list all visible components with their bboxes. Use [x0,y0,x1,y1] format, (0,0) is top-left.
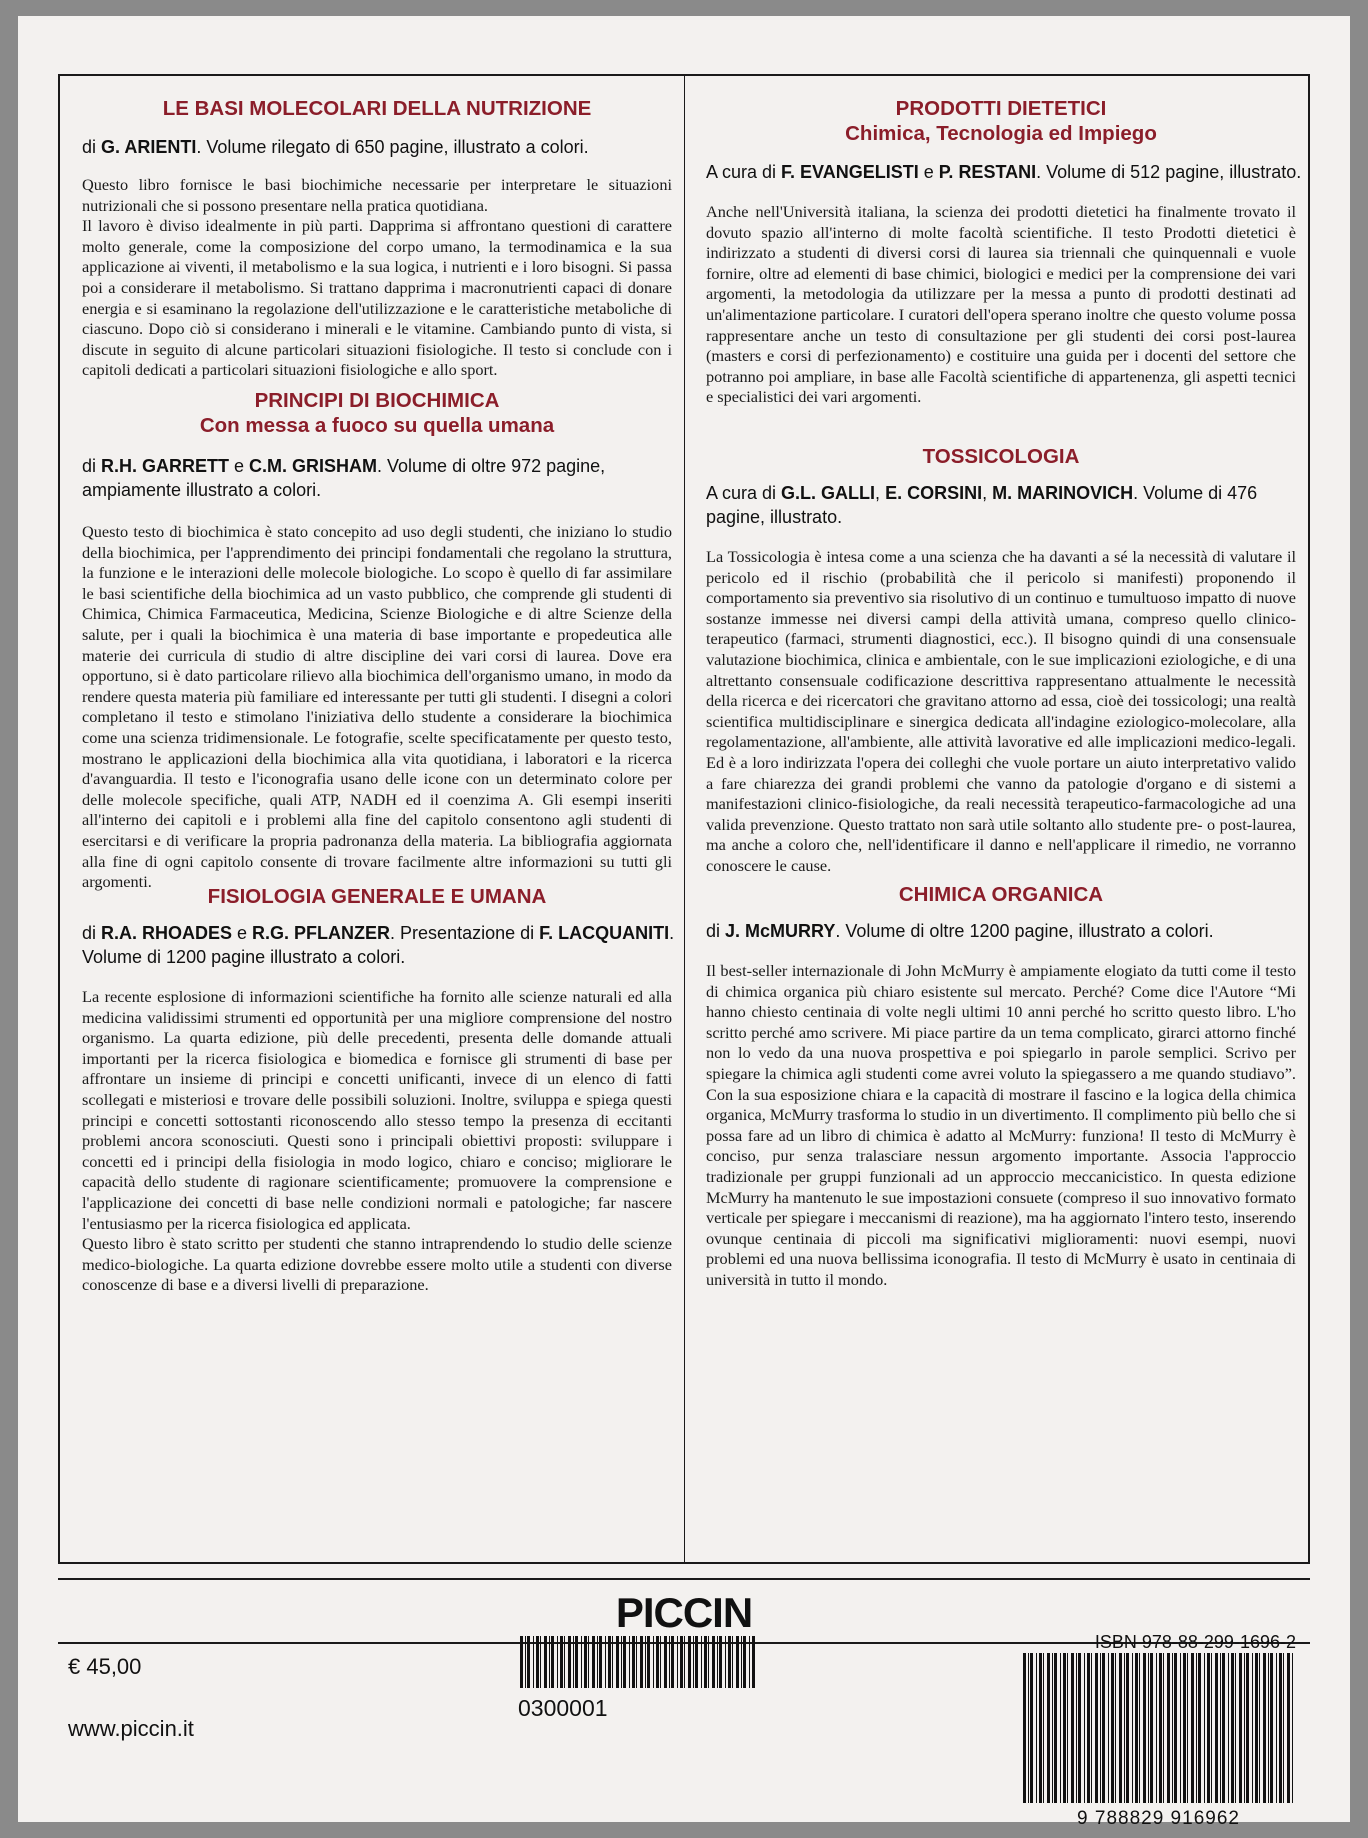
barcode-bar [1276,1653,1277,1803]
author-name: R.A. RHOADES [101,923,233,943]
barcode-bar [588,1636,589,1688]
book-authors: A cura di F. EVANGELISTI e P. RESTANI. Volume di 512 pagine, illustrato. [706,162,1302,182]
barcode-bar [1215,1653,1218,1803]
barcode-bar [629,1636,630,1688]
author-name: R.H. GARRETT [101,456,230,476]
barcode-bar [1180,1653,1181,1803]
barcode-bar [1156,1653,1157,1803]
book-authors: di G. ARIENTI. Volume rilegato di 650 pagine, illustrato a colori. [82,137,589,157]
barcode-bar [632,1636,635,1688]
author-name: M. MARINOVICH [992,483,1134,503]
barcode-bar [1220,1653,1221,1803]
book-description: Anche nell'Università italiana, la scienza dei prodotti dietetici ha finalmente trovato il dovuto spazio all'interno di molte facoltà scientifiche. Il testo Prodotti dietetici è indirizzato a studenti di diversi corsi di laurea sia triennali che quinquennali e vuole fornire, oltre ad elementi di base chimici, biologici e medici per la comprensione dei vari argomenti, la metodologia da utilizzare per la messa a punto di prodotti destinati ad un'alimentazione particolare. I curatori dell'opera sperano inoltre che questo volume possa rappresentare anche un testo di consultazione per gli studenti dei corsi post-laurea (masters e corsi di perfezionamento) e costituire una guida per i docenti del settore che potranno poi ampliare, in base alle Facoltà scientifiche di appartenenza, gli aspetti tecnici e specialistici dei vari argomenti. [706,202,1296,407]
barcode-bar [701,1636,702,1688]
barcode-bar [1150,1653,1153,1803]
barcode-bar [592,1636,595,1688]
barcode-bar [1023,1653,1026,1803]
barcode-bar [741,1636,742,1688]
barcode-bar [1283,1653,1284,1803]
barcode-bar [669,1636,670,1688]
barcode-bar [693,1636,694,1688]
barcode-bar [1119,1653,1122,1803]
barcode-bar [680,1636,683,1688]
barcode-bar [1167,1653,1170,1803]
book-authors: A cura di G.L. GALLI, E. CORSINI, M. MARINOVICH. Volume di 476 pagine, illustrato. [706,483,1258,527]
barcode-bar [1207,1653,1210,1803]
barcode-bar [647,1636,650,1688]
barcode-bar [1078,1653,1081,1803]
barcode-bar [1028,1653,1029,1803]
barcode-bar [1060,1653,1061,1803]
book-description: Questo libro fornisce le basi biochimiche necessarie per interpretare le situazioni nutrizionali che si possono presentare nella pratica quotidiana. Il lavoro è diviso idealmente in più parti. Dapprima si affrontano questioni di carattere molto generale, come la composizione del corpo umano, la termodinamica e la sua applicazione ai viventi, il metabolismo e la sua logica, i nutrienti e i loro bisogni. Si passa poi a considerare il metabolismo. Si trattano dapprima i macronutrienti capaci di donare energia e si esaminano la regolazione dell'utilizzazione e le caratteristiche metaboliche di ciascuno. Dopo ciò si considerano i minerali e le vitamine. Cambiando punto di vista, si discute in seguito di alcune particolari situazioni fisiologiche. Il testo si conclude con i capitoli dedicati a particolari situazioni fisiologiche e allo sport. [82,175,672,380]
barcode-bar [656,1636,659,1688]
barcode-bar [1143,1653,1146,1803]
isbn-barcode-bars [1021,1653,1296,1803]
website-link[interactable]: www.piccin.it [68,1716,194,1741]
barcode-bar [717,1636,718,1688]
barcode-bar [1183,1653,1186,1803]
barcode-bar [640,1636,643,1688]
isbn-barcode [1021,1631,1296,1830]
barcode-bar [712,1636,715,1688]
book-title: CHIMICA ORGANICA [898,883,1104,906]
barcode-bar [728,1636,731,1688]
barcode-bar [653,1636,654,1688]
barcode-bar [1095,1653,1098,1803]
barcode-bar [1292,1653,1293,1803]
barcode-bar [1204,1653,1205,1803]
book-title: TOSSICOLOGIA [922,445,1080,468]
barcode-bar [743,1636,746,1688]
barcode-bar [1244,1653,1245,1803]
book-description: La recente esplosione di informazioni scientifiche ha fornito alle scienze naturali ed alla medicina validissimi strumenti ed opportunità per una migliore comprensione del nostro organismo. La quarta edizione, più delle precedenti, presenta delle domande attuali importanti per la ricerca fisiologica e biomedica e fornisce gli strumenti di base per affrontare un insieme di principi e concetti unificanti, invece di un elenco di fatti scollegati e misteriosi e trovare delle possibili soluzioni. Inoltre, sviluppa e spiega questi principi e concetti sottostanti riconoscendo allo stesso tempo la presenza di eccitanti problemi ancora sconosciuti. Questi sono i principali obiettivi proposti: sviluppare i concetti ed i principi della fisiologia in modo logico, chiaro e conciso; migliorare le capacità dello studente di ragionare scientificamente; promuovere la comprensione e l'applicazione dei concetti di base nelle condizioni normali e patologiche; far nascere l'entusiasmo per la ricerca fisiologica ed applicata. Questo libro è stato scritto per studenti che stanno intraprendendo lo studio delle scienze medico-biologiche. La quarta edizione dovrebbe essere molto utile a studenti con diverse conoscenze di base e a diversi livelli di preparazione. [82,987,672,1295]
book-chimica-organica [700,882,1302,1291]
author-name: F. EVANGELISTI [781,162,919,182]
barcode-bar [623,1636,626,1688]
book-title: LE BASI MOLECOLARI DELLA NUTRIZIONE [162,97,592,120]
barcode-bar [599,1636,602,1688]
barcode-bar [1235,1653,1236,1803]
barcode-bar [1270,1653,1273,1803]
price: € 45,00 [68,1654,142,1679]
barcode-bar [1268,1653,1269,1803]
barcode-bar [621,1636,622,1688]
barcode-bar [612,1636,613,1688]
barcode-bar [704,1636,707,1688]
barcode-bar [1030,1653,1033,1803]
barcode-bar [1063,1653,1066,1803]
barcode-bar [1191,1653,1194,1803]
author-name: G. ARIENTI [101,137,197,157]
book-description: Il best-seller internazionale di John McMurry è ampiamente elogiato da tutti come il testo di chimica organica più chiaro esistente sul mercato. Perché? Come dice l'Autore “Mi hanno chiesto centinaia di volte negli ultimi 10 anni perché ho scritto questo libro. L'ho scritto perché amo scrivere. Mi piace partire da un tema complicato, girarci attorno finché non lo vedo da una nuova prospettiva e poi spiegarlo in parole semplici. Scrivo per spiegare la chimica agli studenti come avrei voluto la spiegassero a me quando studiavo”. Con la sua esposizione chiara e la capacità di mostrare il fascino e la logica della chimica organica, McMurry trasforma lo studio in un divertimento. Il complimento più bello che si possa fare ad un libro di chimica è adatto al McMurry: funziona! Il testo di McMurry è conciso, pur senza tralasciare nessun argomento importante. Associa l'approccio tradizionale per gruppi funzionali ad un approccio meccanicistico. In questa edizione McMurry ha mantenuto le sue impostazioni consuete (compreso il suo innovativo formato verticale per spiegare i meccanismi di reazione), ma ha aggiornato l'intero testo, inserendo ovunque centinaia di piccoli ma significativi miglioramenti: nuovi esempi, nuovi problemi ed una nuova bellissima iconografia. Il testo di McMurry è usato in centinaia di università in tutto il mondo. [706,961,1296,1289]
barcode-bar [1047,1653,1050,1803]
book-authors: di R.A. RHOADES e R.G. PFLANZER. Presentazione di F. LACQUANITI. Volume di 1200 pagine illustrato a colori. [82,923,675,967]
author-name: E. CORSINI [885,483,983,503]
author-name: J. McMURRY [725,921,836,941]
barcode-bar [1263,1653,1266,1803]
barcode-bar [536,1636,539,1688]
barcode-bar [1287,1653,1290,1803]
barcode-bar [708,1636,709,1688]
barcode-bar [695,1636,698,1688]
barcode-bar [1036,1653,1037,1803]
barcode-bar [540,1636,541,1688]
barcode-bar [1084,1653,1085,1803]
book-biochimica [76,388,678,893]
barcode-bar [527,1636,530,1688]
barcode-bar [636,1636,637,1688]
book-description: La Tossicologia è intesa come a una scienza che ha davanti a sé la necessità di valutare il pericolo ed il rischio (probabilità che il pericolo si manifesti) proponendo il comportamento sia preventivo sia risolutivo di un continuo e tumultuoso impatto di nuove sostanze immesse nei diversi campi della attività umana, compreso quello clinico-terapeutico (farmaci, strumenti diagnostici, ecc.). Il bisogno quindi di una consensuale valutazione biochimica, clinica e ambientale, con le sue implicazioni eziologiche, e di una altrettanto consensuale codificazione descrittiva rappresentano attualmente le necessità della ricerca e dei ricercatori che gravitano attorno ad essa, cioè dei tossicologi; una realtà scientifica multidisciplinare e sinergica dedicata all'indagine eziologico-molecolare, alla regolamentazione, all'ambiente, alle attività lavorative ed alle implicazioni medico-legali. Ed è a loro indirizzata l'opera dei colleghi che vuole portare un aiuto interpretativo valido a fare chiarezza dei grandi problemi che vanno da patologie d'organo e di sistemi a manifestazioni clinico-fisiologiche, da reali necessità terapeutico-farmacologiche ad una valida prevenzione. Questo trattato non sarà utile soltanto allo studente pre- o post-laurea, ma anche a coloro che, nell'identificare il danno e nell'applicare il rimedio, ne vorranno conoscere le cause. [706,547,1296,875]
barcode-bar [608,1636,611,1688]
barcode-bar [557,1636,558,1688]
barcode-bar [671,1636,674,1688]
author-name: C.M. GRISHAM [249,456,378,476]
publisher-rule-top [58,1578,1310,1580]
barcode-bar [732,1636,733,1688]
barcode-bar [1054,1653,1057,1803]
barcode-bar [752,1636,755,1688]
barcode-bar [1039,1653,1042,1803]
back-cover [18,16,1350,1829]
barcode-bar [1126,1653,1129,1803]
barcode-bar [1067,1653,1068,1803]
barcode-bar [616,1636,619,1688]
book-nutrizione [76,96,678,381]
barcode-bar [1222,1653,1225,1803]
barcode-bar [564,1636,565,1688]
barcode-bar [1187,1653,1188,1803]
barcode-bar [749,1636,750,1688]
barcode-bar [605,1636,606,1688]
book-authors: di J. McMURRY. Volume di oltre 1200 pagine, illustrato a colori. [706,921,1214,941]
barcode-bar [551,1636,554,1688]
barcode-bar [573,1636,574,1688]
barcode-bar [725,1636,726,1688]
book-title: PRINCIPI DI BIOCHIMICA [254,389,500,412]
barcode-bar [1211,1653,1212,1803]
barcode-bar [1132,1653,1133,1803]
barcode-bar [1124,1653,1125,1803]
internal-barcode [518,1636,758,1722]
barcode-bar [1196,1653,1197,1803]
barcode-bar [1076,1653,1077,1803]
book-dietetici [700,96,1302,408]
barcode-bar [688,1636,691,1688]
barcode-bar [1279,1653,1282,1803]
barcode-bar [1255,1653,1258,1803]
barcode-bar [1228,1653,1229,1803]
author-name: R.G. PFLANZER [252,923,391,943]
barcode-bar [525,1636,526,1688]
book-subtitle: Chimica, Tecnologia ed Impiego [845,122,1157,145]
barcode-bar [575,1636,578,1688]
book-authors: di R.H. GARRETT e C.M. GRISHAM. Volume di oltre 972 pagine, ampiamente illustrato a colori. [82,456,606,500]
barcode-bar [549,1636,550,1688]
barcode-bar [1174,1653,1177,1803]
barcode-bar [597,1636,598,1688]
barcode-bar [1115,1653,1116,1803]
barcode-bar [568,1636,571,1688]
author-name: F. LACQUANITI [539,923,670,943]
barcode-bar [660,1636,661,1688]
book-tossicologia [700,444,1302,877]
column-divider [684,76,685,1562]
barcode-bar [1172,1653,1173,1803]
isbn-label: ISBN 978-88-299-1696-2 [1094,1632,1296,1652]
barcode-bar [1052,1653,1053,1803]
barcode-bar [1091,1653,1092,1803]
barcode-bar [1239,1653,1242,1803]
book-title: PRODOTTI DIETETICI [895,97,1107,120]
barcode-bar [581,1636,582,1688]
barcode-bar [1102,1653,1105,1803]
publisher-logo: PICCIN [615,1589,753,1636]
barcode-bar [1198,1653,1201,1803]
author-name: G.L. GALLI [781,483,876,503]
barcode-bar [1259,1653,1260,1803]
barcode-bar [584,1636,587,1688]
barcode-bar [1246,1653,1249,1803]
barcode-bar [1159,1653,1162,1803]
books-frame [58,74,1310,1564]
barcode-bar [1148,1653,1149,1803]
barcode-bar [1087,1653,1090,1803]
barcode-bar [1108,1653,1109,1803]
barcode-bar [1043,1653,1044,1803]
barcode-bar [560,1636,563,1688]
barcode-bar [520,1636,523,1688]
book-description: Questo testo di biochimica è stato concepito ad uso degli studenti, che iniziano lo studio della biochimica, per l'apprendimento dei principi fondamentali che regolano la struttura, la funzione e le interazioni delle molecole biologiche. Lo scopo è quello di far assimilare le basi scientifiche della biochimica ad un vasto pubblico, che comprende gli studenti di Chimica, Chimica Farmaceutica, Medicina, Scienze Biologiche e di altre Scienze della salute, per i quali la biochimica è una materia di base importante e propedeutica alle materie dei curricula di studio di altre discipline dei vari corsi di laurea. Dove era opportuno, si è dato particolare rilievo alla biochimica dell'organismo umano, in modo da rendere questa materia più familiare ed interessante per tutti gli studenti. I disegni a colori completano il testo e stimolano l'iniziativa dello studente a considerare la biochimica come una scienza tridimensionale. Le fotografie, scelte specificatamente per questo testo, mostrano le applicazioni della biochimica alla vita quotidiana, i laboratori e la ricerca d'avanguardia. Il testo e l'iconografia usano delle icone con un determinato colore per delle molecole specifiche, quali ATP, NADH ed il coenzima A. Gli esempi inseriti all'interno dei capitoli e i problemi alla fine del capitolo consentono agli studenti di esercitarsi e di verificare la propria padronanza della materia. La bibliografia aggiornata alla fine di ogni capitolo consente di trovare facilmente altre informazioni su tutti gli argomenti. [82,522,672,892]
barcode-bar [1163,1653,1164,1803]
barcode-bar [719,1636,722,1688]
book-fisiologia [76,884,678,1296]
barcode-bar [1111,1653,1114,1803]
barcode-bar [684,1636,685,1688]
internal-code: 0300001 [518,1695,608,1721]
barcode-bar [736,1636,739,1688]
barcode-bar [1252,1653,1253,1803]
barcode-bar [1231,1653,1234,1803]
barcode-bar [544,1636,547,1688]
barcode-bar [1100,1653,1101,1803]
internal-barcode-bars [518,1636,758,1688]
barcode-bar [1135,1653,1138,1803]
barcode-bar [664,1636,667,1688]
barcode-bar [533,1636,534,1688]
barcode-bar [1071,1653,1074,1803]
barcode-bar [645,1636,646,1688]
barcode-bar [677,1636,678,1688]
book-title: FISIOLOGIA GENERALE E UMANA [207,885,547,908]
barcode-bar [1139,1653,1140,1803]
author-name: P. RESTANI [938,162,1037,182]
isbn-digits: 9 788829 916962 [1077,1808,1240,1829]
book-subtitle: Con messa a fuoco su quella umana [199,414,555,437]
